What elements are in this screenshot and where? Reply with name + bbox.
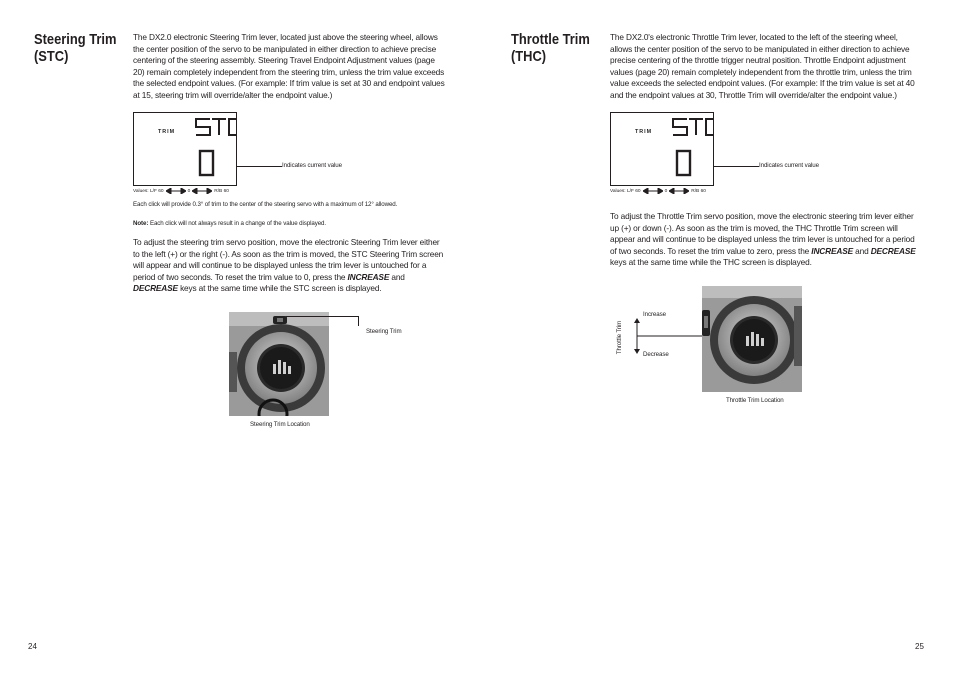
- photo-caption: Steering Trim Location: [250, 421, 310, 428]
- adjust-paragraph: To adjust the steering trim servo position, move the electronic Steering Trim lever either to the left (+) or the right (-). As soon as the trim is moved, the STC Steering Trim screen will appear and will continue to be displayed unless the trim lever is untouched for a period of two seconds. To reset the trim value to 0, press the INCREASE and DECREASE keys at the same time while the STC screen is displayed.: [133, 237, 444, 293]
- throttle-trim-axis-label: Throttle Trim: [616, 320, 624, 355]
- section-title-throttle-trim: Throttle Trim (THC): [511, 31, 590, 65]
- steering-wheel-photo: [229, 312, 329, 416]
- photo-callout-line: [286, 316, 358, 317]
- callout-line: [713, 166, 759, 167]
- callout-label: Indicates current value: [759, 162, 819, 169]
- lcd-label: TRIM: [158, 129, 176, 135]
- values-range: Values: L/F 60 0 R/B 60: [133, 188, 229, 194]
- throttle-trim-photo: [702, 286, 802, 392]
- photo-caption: Throttle Trim Location: [726, 397, 784, 404]
- note: Note: Each click will not always result in a change of the value displayed.: [133, 220, 327, 227]
- page-number: 25: [915, 642, 924, 651]
- page-number: 24: [28, 642, 37, 651]
- increase-label: Increase: [643, 311, 666, 318]
- decrease-label: Decrease: [643, 351, 669, 358]
- adjust-paragraph: To adjust the Throttle Trim servo position, move the electronic steering trim lever either up (+) or down (-). As soon as the trim is moved, the THC Throttle Trim screen will appear and will continue to be displayed unless the trim lever is untouched for a period of two seconds. To reset the trim value to zero, press the INCREASE and DECREASE keys at the same time while the THC screen is displayed.: [610, 211, 916, 267]
- callout-label: Indicates current value: [282, 162, 342, 169]
- lcd-segment-display: [134, 113, 236, 185]
- double-arrow-icon: [192, 188, 212, 194]
- steering-trim-label: Steering Trim: [366, 328, 402, 335]
- intro-paragraph: The DX2.0's electronic Throttle Trim lever, located to the left of the steering wheel, allows the center position of the servo to be manipulated in either direction to achieve precise centering of the throttle trigger neutral position. Throttle Endpoint adjustment values (page 20) remain completely independent from the throttle trim, unless the trim value exceeds the selected endpoint values. (For example: If the trim value is set at 40 and the endpoint values at 30, Throttle Trim will override/alter the endpoint value.): [610, 32, 915, 100]
- each-click-note: Each click will provide 0.3° of trim to the center of the steering servo with a maximum of 12° allowed.: [133, 201, 398, 208]
- section-title-steering-trim: Steering Trim (STC): [34, 31, 117, 65]
- double-arrow-icon: [643, 188, 663, 194]
- callout-line: [236, 166, 282, 167]
- lcd-screen: [610, 112, 714, 186]
- intro-paragraph: The DX2.0 electronic Steering Trim lever, located just above the steering wheel, allows the center position of the servo to be manipulated in either direction to achieve precise centering of the steering assembly. Steering Travel Endpoint Adjustment values (page 20) remain completely independent from the steering trim, unless the trim value exceeds the selected endpoint values. (For example: If trim value is set at 30 and endpoint values at 15, steering trim will override/alter the endpoint value.): [133, 32, 445, 100]
- page-25: [477, 0, 954, 678]
- lcd-label: TRIM: [635, 129, 653, 135]
- values-range: Values: L/F 60 0 R/B 60: [610, 188, 706, 194]
- double-arrow-icon: [166, 188, 186, 194]
- lcd-segment-display: [611, 113, 713, 185]
- double-arrow-icon: [669, 188, 689, 194]
- lcd-screen: [133, 112, 237, 186]
